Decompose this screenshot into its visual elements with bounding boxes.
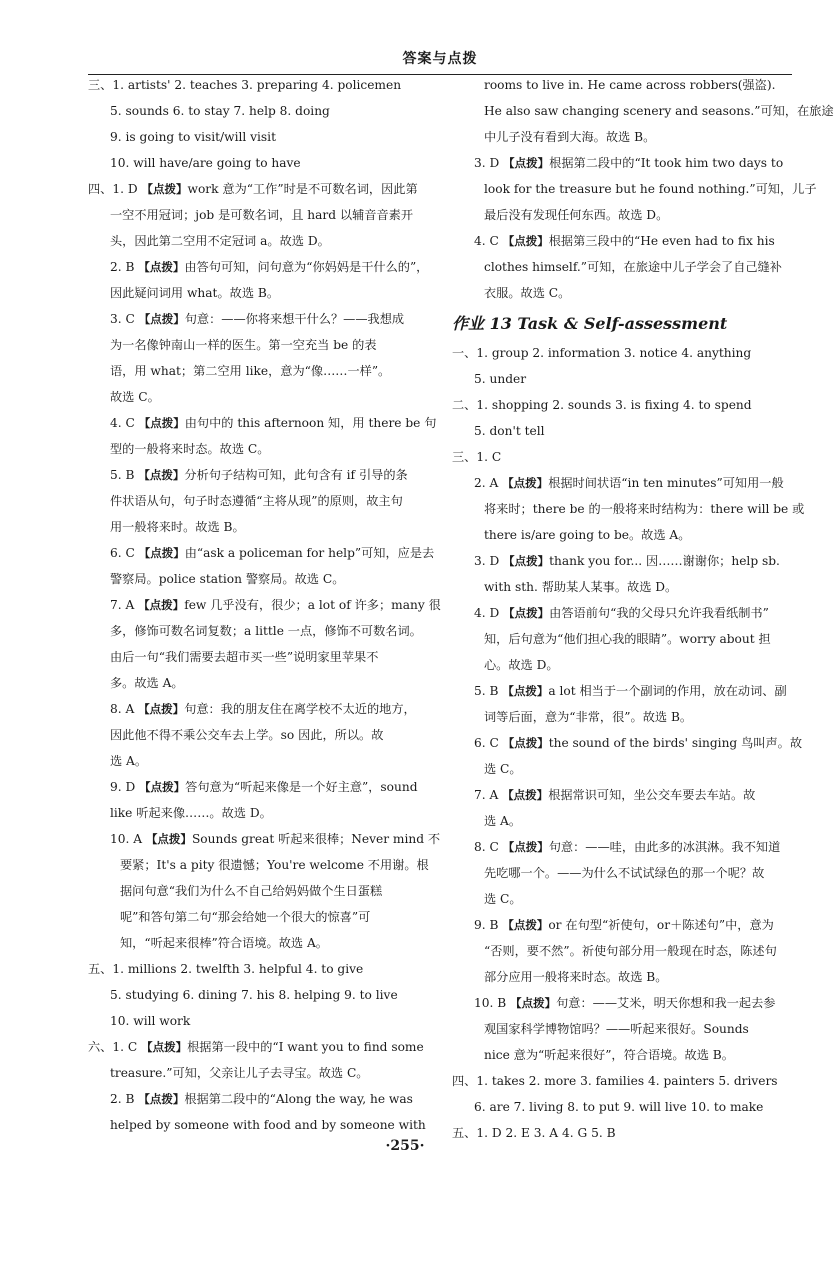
answer-line: 一空不用冠词；job 是可数名词，且 hard 以辅音音素开 (110, 208, 414, 222)
answer-line: 选 C。 (484, 892, 522, 906)
hint-marker: 【点拨】 (138, 598, 185, 612)
hint-marker: 【点拨】 (502, 684, 549, 698)
right-column (452, 72, 834, 1146)
hint-marker: 【点拨】 (502, 840, 549, 854)
answer-line: 5. studying 6. dining 7. his 8. helping 9. to live (110, 988, 398, 1002)
answer-line: 二、1. shopping 2. sounds 3. is fixing 4. to spend (452, 398, 752, 412)
hint-marker: 【点拨】 (502, 736, 549, 750)
answer-line: 多，修饰可数名词复数；a little 一点，修饰不可数名词。 (110, 624, 422, 638)
page-number: ·255· (385, 1138, 425, 1154)
answer-line: 9. is going to visit/will visit (110, 130, 276, 144)
page-header (88, 44, 792, 75)
answer-line: 语，用 what；第二空用 like，意为“像……一样”。 (110, 364, 391, 378)
answer-line: 因此疑问词用 what。故选 B。 (110, 286, 280, 300)
hint-marker: 【点拨】 (502, 476, 549, 490)
hint-marker: 【点拨】 (502, 234, 549, 248)
answer-line: 要紧；It's a pity 很遗憾；You're welcome 不用谢。根 (120, 858, 429, 872)
answer-line: with sth. 帮助某人某事。故选 D。 (484, 580, 678, 594)
answer-line: 3. D 【点拨】thank you for... 因……谢谢你；help sb. (474, 554, 780, 568)
answer-line: 选 A。 (110, 754, 148, 768)
answer-line: 2. A 【点拨】根据时间状语“in ten minutes”可知用一般 (474, 476, 784, 490)
answer-line: 10. B 【点拨】句意：——艾米，明天你想和我一起去参 (474, 996, 776, 1010)
answer-line: treasure.”可知，父亲让儿子去寻宝。故选 C。 (110, 1066, 369, 1080)
answer-line: look for the treasure but he found nothing.”可知，儿子 (484, 182, 817, 196)
answer-line: 观国家科学博物馆吗？——听起来很好。Sounds (484, 1022, 749, 1036)
section-title: 作业 13 Task & Self-assessment (452, 314, 728, 333)
hint-marker: 【点拨】 (503, 606, 550, 620)
answer-line: 9. B 【点拨】or 在句型“祈使句，or＋陈述句”中，意为 (474, 918, 774, 932)
answer-line: 三、1. artists' 2. teaches 3. preparing 4. policemen (88, 78, 402, 92)
answer-line: 10. A 【点拨】Sounds great 听起来很棒；Never mind 不 (110, 832, 441, 846)
answer-line: 词等后面，意为“非常，很”。故选 B。 (484, 710, 693, 724)
answer-line: 4. C 【点拨】根据第三段中的“He even had to fix his (474, 234, 775, 248)
answer-line: 7. A 【点拨】根据常识可知，坐公交车要去车站。故 (474, 788, 756, 802)
answer-line: 2. B 【点拨】由答句可知，问句意为“你妈妈是干什么的”， (110, 260, 429, 274)
answer-line: nice 意为“听起来很好”，符合语境。故选 B。 (484, 1048, 734, 1062)
answer-line: 四、1. D 【点拨】work 意为“工作”时是不可数名词，因此第 (88, 182, 418, 196)
answer-line: rooms to live in. He came across robbers(强盗). (484, 78, 776, 92)
answer-line: 心。故选 D。 (484, 658, 559, 672)
answer-line: helped by someone with food and by someone with (110, 1118, 426, 1132)
answer-line: 6. C 【点拨】由“ask a policeman for help”可知，应是去 (110, 546, 435, 560)
answer-line: 故选 C。 (110, 390, 160, 404)
right-answers-continued (452, 72, 834, 306)
answer-line: 六、1. C 【点拨】根据第一段中的“I want you to find some (88, 1040, 424, 1054)
answer-line: 4. D 【点拨】由答语前句“我的父母只允许我看纸制书” (474, 606, 769, 620)
answer-line: 5. under (474, 372, 527, 386)
answer-line: 5. B 【点拨】分析句子结构可知，此句含有 if 引导的条 (110, 468, 408, 482)
answer-line: 最后没有发现任何东西。故选 D。 (484, 208, 669, 222)
answer-line: 5. sounds 6. to stay 7. help 8. doing (110, 104, 330, 118)
answer-line: 7. A 【点拨】few 几乎没有，很少；a lot of 许多；many 很 (110, 598, 441, 612)
answer-line: 先吃哪一个。——为什么不试试绿色的那一个呢？故 (484, 866, 765, 880)
answer-line: 选 C。 (484, 762, 522, 776)
hint-marker: 【点拨】 (138, 260, 185, 274)
hint-marker: 【点拨】 (138, 1092, 185, 1106)
answer-line: 五、1. millions 2. twelfth 3. helpful 4. to give (88, 962, 364, 976)
hint-marker: 【点拨】 (138, 416, 185, 430)
hint-marker: 【点拨】 (502, 788, 549, 802)
hint-marker: 【点拨】 (141, 1040, 188, 1054)
answer-line: 5. don't tell (474, 424, 545, 438)
answer-line: 一、1. group 2. information 3. notice 4. anything (452, 346, 752, 360)
answer-line: 8. A 【点拨】句意：我的朋友住在离学校不太近的地方， (110, 702, 416, 716)
answer-line: 4. C 【点拨】由句中的 this afternoon 知，用 there be 句 (110, 416, 437, 430)
hint-marker: 【点拨】 (138, 312, 185, 326)
answer-line: 三、1. C (452, 450, 502, 464)
hint-marker: 【点拨】 (138, 546, 185, 560)
answer-line: 知，后句意为“他们担心我的眼睛”。worry about 担 (484, 632, 771, 646)
hint-marker: 【点拨】 (138, 702, 185, 716)
header-title: 答案与点拨 (402, 51, 478, 67)
answer-line: 用一般将来时。故选 B。 (110, 520, 245, 534)
answer-line: 知，“听起来很棒”符合语境。故选 A。 (120, 936, 328, 950)
hint-marker: 【点拨】 (510, 996, 557, 1010)
right-answers-section (452, 340, 805, 1146)
left-column (88, 72, 441, 1138)
answer-line: He also saw changing scenery and seasons.”可知，在旅途 (484, 104, 834, 118)
answer-line: 5. B 【点拨】a lot 相当于一个副词的作用，放在动词、副 (474, 684, 787, 698)
hint-marker: 【点拨】 (138, 468, 185, 482)
hint-marker: 【点拨】 (145, 832, 192, 846)
hint-marker: 【点拨】 (503, 554, 550, 568)
answer-line: 3. C 【点拨】句意：——你将来想干什么？——我想成 (110, 312, 405, 326)
answer-line: 四、1. takes 2. more 3. families 4. painters 5. drivers (452, 1074, 778, 1088)
answer-line: 10. will work (110, 1014, 191, 1028)
answer-line: like 听起来像……。故选 D。 (110, 806, 272, 820)
answer-line: 选 A。 (484, 814, 522, 828)
answer-line: 6. are 7. living 8. to put 9. will live 10. to make (474, 1100, 764, 1114)
answer-line: 型的一般将来时态。故选 C。 (110, 442, 270, 456)
answer-line: 10. will have/are going to have (110, 156, 301, 170)
answer-line: 6. C 【点拨】the sound of the birds' singing 鸟叫声。故 (474, 736, 803, 750)
answer-line: 9. D 【点拨】答句意为“听起来像是一个好主意”，sound (110, 780, 418, 794)
hint-marker: 【点拨】 (503, 156, 550, 170)
hint-marker: 【点拨】 (502, 918, 549, 932)
answer-line: 由后一句“我们需要去超市买一些”说明家里苹果不 (110, 650, 379, 664)
answer-line: 部分应用一般将来时态。故选 B。 (484, 970, 668, 984)
answer-line: “否则，要不然”。祈使句部分用一般现在时态，陈述句 (484, 944, 777, 958)
answer-line: 呢”和答句第二句“那会给她一个很大的惊喜”可 (120, 910, 371, 924)
answer-line: 多。故选 A。 (110, 676, 184, 690)
hint-marker: 【点拨】 (139, 780, 186, 794)
answer-line: 8. C 【点拨】句意：——哇，由此多的冰淇淋。我不知道 (474, 840, 781, 854)
answer-line: 将来时；there be 的一般将来时结构为：there will be 或 (484, 502, 805, 516)
answer-line: there is/are going to be。故选 A。 (484, 528, 691, 542)
answer-line: 因此他不得不乘公交车去上学。so 因此，所以。故 (110, 728, 384, 742)
answer-line: 2. B 【点拨】根据第二段中的“Along the way, he was (110, 1092, 413, 1106)
answer-line: 衣服。故选 C。 (484, 286, 571, 300)
answer-line: 警察局。police station 警察局。故选 C。 (110, 572, 345, 586)
answer-line: 头，因此第二空用不定冠词 a。故选 D。 (110, 234, 330, 248)
answer-line: 五、1. D 2. E 3. A 4. G 5. B (452, 1126, 616, 1140)
answer-line: clothes himself.”可知，在旅途中儿子学会了自己缝补 (484, 260, 782, 274)
answer-line: 3. D 【点拨】根据第二段中的“It took him two days to (474, 156, 784, 170)
answer-line: 中儿子没有看到大海。故选 B。 (484, 130, 656, 144)
answer-line: 为一名像钟南山一样的医生。第一空充当 be 的表 (110, 338, 377, 352)
answer-line: 件状语从句，句子时态遵循“主将从现”的原则，故主句 (110, 494, 403, 508)
hint-marker: 【点拨】 (141, 182, 188, 196)
answer-line: 据问句意“我们为什么不自己给妈妈做个生日蛋糕 (120, 884, 383, 898)
